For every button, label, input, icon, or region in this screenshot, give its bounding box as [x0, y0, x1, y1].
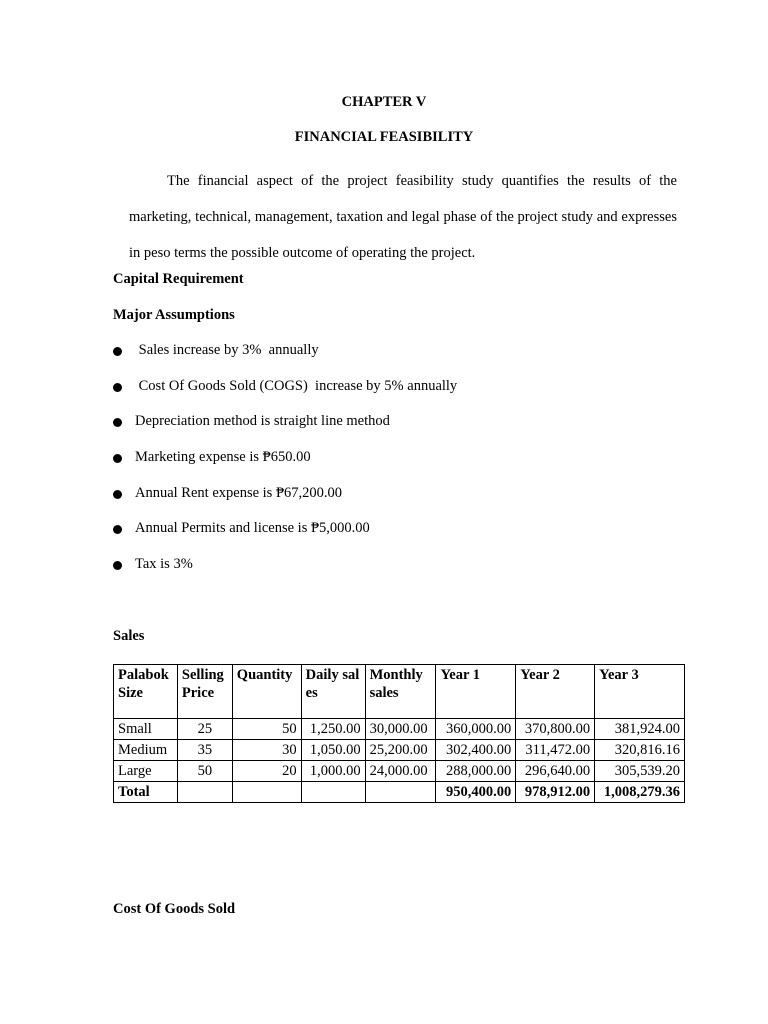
column-header: Year 2 — [516, 665, 595, 719]
chapter-heading: CHAPTER V — [341, 94, 427, 110]
major-assumptions-heading: Major Assumptions — [113, 307, 235, 323]
bullet-icon — [113, 347, 122, 356]
table-cell: 24,000.00 — [365, 761, 436, 782]
table-cell — [232, 782, 301, 803]
table-cell: 20 — [232, 761, 301, 782]
bullet-icon — [113, 454, 122, 463]
table-cell: Medium — [114, 740, 178, 761]
intro-paragraph-text: The financial aspect of the project feasibility study quantifies the results of the marketing, technical, management, taxation and legal phase of the project study and expresses in peso terms the possible outcome of operating the project. — [129, 173, 677, 261]
bullet-icon — [113, 490, 122, 499]
table-cell: 30 — [232, 740, 301, 761]
table-cell: 25,200.00 — [365, 740, 436, 761]
list-item: Sales increase by 3% annually — [113, 342, 457, 378]
table-cell: 50 — [177, 761, 232, 782]
bullet-icon — [113, 418, 122, 427]
table-cell — [365, 782, 436, 803]
table-cell: 296,640.00 — [516, 761, 595, 782]
table-cell: 320,816.16 — [595, 740, 685, 761]
table-cell: 311,472.00 — [516, 740, 595, 761]
section-title: FINANCIAL FEASIBILITY — [294, 129, 474, 145]
list-item: Marketing expense is ₱650.00 — [113, 449, 457, 485]
list-item: Depreciation method is straight line method — [113, 413, 457, 449]
table-cell: 35 — [177, 740, 232, 761]
table-cell: Large — [114, 761, 178, 782]
table-cell — [177, 782, 232, 803]
column-header: Selling Price — [177, 665, 232, 719]
intro-paragraph — [129, 163, 677, 271]
table-header-row — [114, 665, 685, 719]
table-cell — [301, 782, 365, 803]
table-cell: 978,912.00 — [516, 782, 595, 803]
table-cell: 25 — [177, 719, 232, 740]
table-cell: 1,250.00 — [301, 719, 365, 740]
table-cell: Total — [114, 782, 178, 803]
assumptions-list — [113, 342, 457, 592]
table-cell: 305,539.20 — [595, 761, 685, 782]
table-cell: 288,000.00 — [436, 761, 516, 782]
bullet-icon — [113, 525, 122, 534]
table-cell: 30,000.00 — [365, 719, 436, 740]
table-row — [114, 719, 685, 740]
table-cell: 381,924.00 — [595, 719, 685, 740]
sales-heading: Sales — [113, 628, 145, 644]
table-cell: 50 — [232, 719, 301, 740]
column-header: Palabok Size — [114, 665, 178, 719]
table-cell: 370,800.00 — [516, 719, 595, 740]
table-cell: 1,008,279.36 — [595, 782, 685, 803]
table-cell: 360,000.00 — [436, 719, 516, 740]
sales-table — [113, 664, 685, 803]
list-item: Tax is 3% — [113, 556, 457, 592]
table-cell: 302,400.00 — [436, 740, 516, 761]
table-row — [114, 761, 685, 782]
list-item: Cost Of Goods Sold (COGS) increase by 5% annually — [113, 378, 457, 414]
column-header: Year 1 — [436, 665, 516, 719]
table-cell: 1,000.00 — [301, 761, 365, 782]
column-header: Year 3 — [595, 665, 685, 719]
bullet-icon — [113, 383, 122, 392]
table-cell: 950,400.00 — [436, 782, 516, 803]
cogs-heading: Cost Of Goods Sold — [113, 901, 236, 917]
column-header: Monthly sales — [365, 665, 436, 719]
column-header: Quantity — [232, 665, 301, 719]
capital-requirement-heading: Capital Requirement — [113, 271, 244, 287]
table-cell: Small — [114, 719, 178, 740]
list-item: Annual Permits and license is ₱5,000.00 — [113, 520, 457, 556]
table-cell: 1,050.00 — [301, 740, 365, 761]
table-total-row — [114, 782, 685, 803]
bullet-icon — [113, 561, 122, 570]
list-item: Annual Rent expense is ₱67,200.00 — [113, 485, 457, 521]
column-header: Daily sales — [301, 665, 365, 719]
table-row — [114, 740, 685, 761]
